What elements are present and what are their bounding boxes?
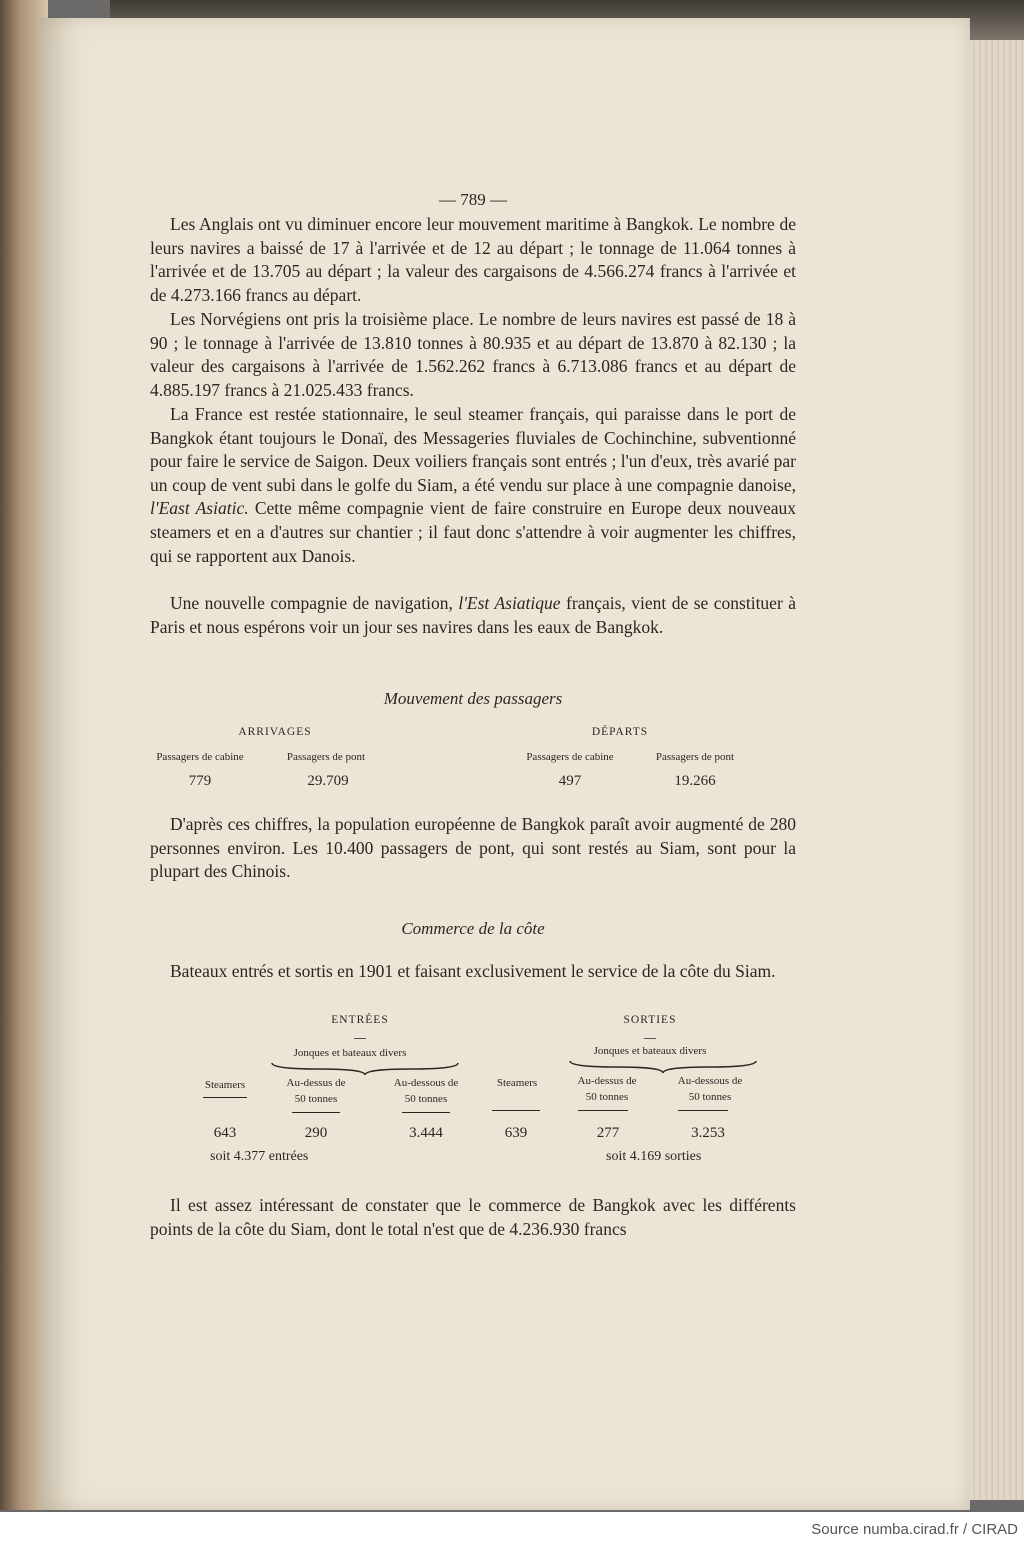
exits-above-tons: 50 tonnes (585, 1091, 629, 1103)
entries-below-label: Au-dessous de (393, 1077, 459, 1089)
scanned-page (40, 18, 970, 1510)
arrivals-deck-label: Passagers de pont (286, 751, 366, 763)
exits-above-value: 277 (596, 1125, 620, 1141)
source-credit: Source numba.cirad.fr / CIRAD (811, 1521, 1018, 1538)
arrivals-cabin-label: Passagers de cabine (156, 751, 244, 763)
rule-exits-below (678, 1110, 728, 1111)
exits-dash (644, 1038, 656, 1039)
entries-junks-label: Jonques et bateaux divers (293, 1047, 407, 1059)
entries-below-tons: 50 tonnes (404, 1093, 448, 1105)
rule-entries-steamers (203, 1097, 247, 1098)
paragraph-france: La France est restée stationnaire, le seul steamer français, qui paraisse dans le port de Bangkok étant toujours le Donaï, des Messageries fluviales de Cochinchine, subventionné pour faire le service de Saigon. Deux voiliers français sont entrés ; l'un d'eux, très avarié par un coup de vent subi dans le golfe du Siam, a été vendu sur place à une compagnie danoise, l'East Asiatic. Cette même compagnie vient de faire construire en Europe deux nouveaux steamers et en a d'autres sur chantier ; il faut donc s'attendre à voir augmenter les chiffres, qui se rapportent aux Danois. (150, 404, 797, 566)
entries-above-value: 290 (304, 1125, 328, 1141)
exits-total: soit 4.169 sorties (606, 1149, 702, 1164)
paragraph-new-company: Une nouvelle compagnie de navigation, l'Est Asiatique français, vient de se constituer à Paris et nous espérons voir un jour ses navires dans les eaux de Bangkok. (150, 593, 797, 637)
coast-heading: Commerce de la côte (401, 919, 545, 938)
paragraph-population: D'après ces chiffres, la population européenne de Bangkok paraît avoir augmenté de 280 personnes environ. Les 10.400 passagers de pont, qui sont restés au Siam, sont pour la plupart des Chinois. (150, 814, 796, 882)
rule-exits-steamers (492, 1110, 540, 1111)
exits-above-label: Au-dessus de (577, 1075, 637, 1087)
departures-deck-value: 19.266 (674, 773, 716, 789)
paragraph-coast-boats: Bateaux entrés et sortis en 1901 et faisant exclusivement le service de la côte du Siam. (170, 961, 776, 981)
departures-deck-label: Passagers de pont (655, 751, 735, 763)
entries-below-value: 3.444 (409, 1125, 443, 1141)
departures-cabin-value: 497 (558, 773, 582, 789)
paragraph-norwegian: Les Norvégiens ont pris la troisième place. Le nombre de leurs navires est passé de 18 à 90 ; le tonnage à l'arrivée de 13.810 tonnes à 80.935 et au départ de 13.870 à 82.130 ; la valeur des cargaisons à l'arrivée de 1.562.262 francs à 6.713.086 francs et au départ de 4.885.197 francs à 21.025.433 francs. (150, 309, 796, 400)
entries-brace (270, 1061, 460, 1077)
exits-below-label: Au-dessous de (677, 1075, 743, 1087)
arrivals-label: ARRIVAGES (238, 726, 312, 738)
exits-label: SORTIES (623, 1014, 677, 1026)
departures-label: DÉPARTS (591, 726, 649, 738)
entries-above-label: Au-dessus de (286, 1077, 346, 1089)
arrivals-deck-value: 29.709 (307, 773, 349, 789)
page-number: — 789 — (439, 190, 507, 209)
exits-brace (568, 1059, 758, 1075)
passengers-heading: Mouvement des passagers (383, 689, 563, 708)
entries-steamers-label: Steamers (204, 1079, 246, 1091)
entries-total: soit 4.377 entrées (210, 1149, 309, 1164)
exits-steamers-value: 639 (504, 1125, 528, 1141)
departures-cabin-label: Passagers de cabine (526, 751, 614, 763)
arrivals-cabin-value: 779 (188, 773, 212, 789)
rule-entries-below (402, 1112, 450, 1113)
entries-above-tons: 50 tonnes (294, 1093, 338, 1105)
rule-entries-above (292, 1112, 340, 1113)
rule-exits-above (578, 1110, 628, 1111)
exits-junks-label: Jonques et bateaux divers (593, 1045, 707, 1057)
exits-below-value: 3.253 (691, 1125, 725, 1141)
entries-label: ENTRÉES (331, 1014, 389, 1026)
entries-dash (354, 1038, 366, 1039)
paragraph-english: Les Anglais ont vu diminuer encore leur mouvement maritime à Bangkok. Le nombre de leurs navires a baissé de 17 à l'arrivée et de 12 au départ ; le tonnage de 11.064 tonnes à l'arrivée et de 13.705 au départ ; la valeur des cargaisons de 4.566.274 francs à l'arrivée et de 4.273.166 francs au départ. (150, 214, 796, 305)
exits-steamers-label: Steamers (496, 1077, 538, 1089)
entries-steamers-value: 643 (213, 1125, 237, 1141)
paragraph-coast-commerce: Il est assez intéressant de constater que le commerce de Bangkok avec les différents points de la côte du Siam, dont le total n'est que de 4.236.930 francs (150, 1195, 796, 1239)
exits-below-tons: 50 tonnes (688, 1091, 732, 1103)
